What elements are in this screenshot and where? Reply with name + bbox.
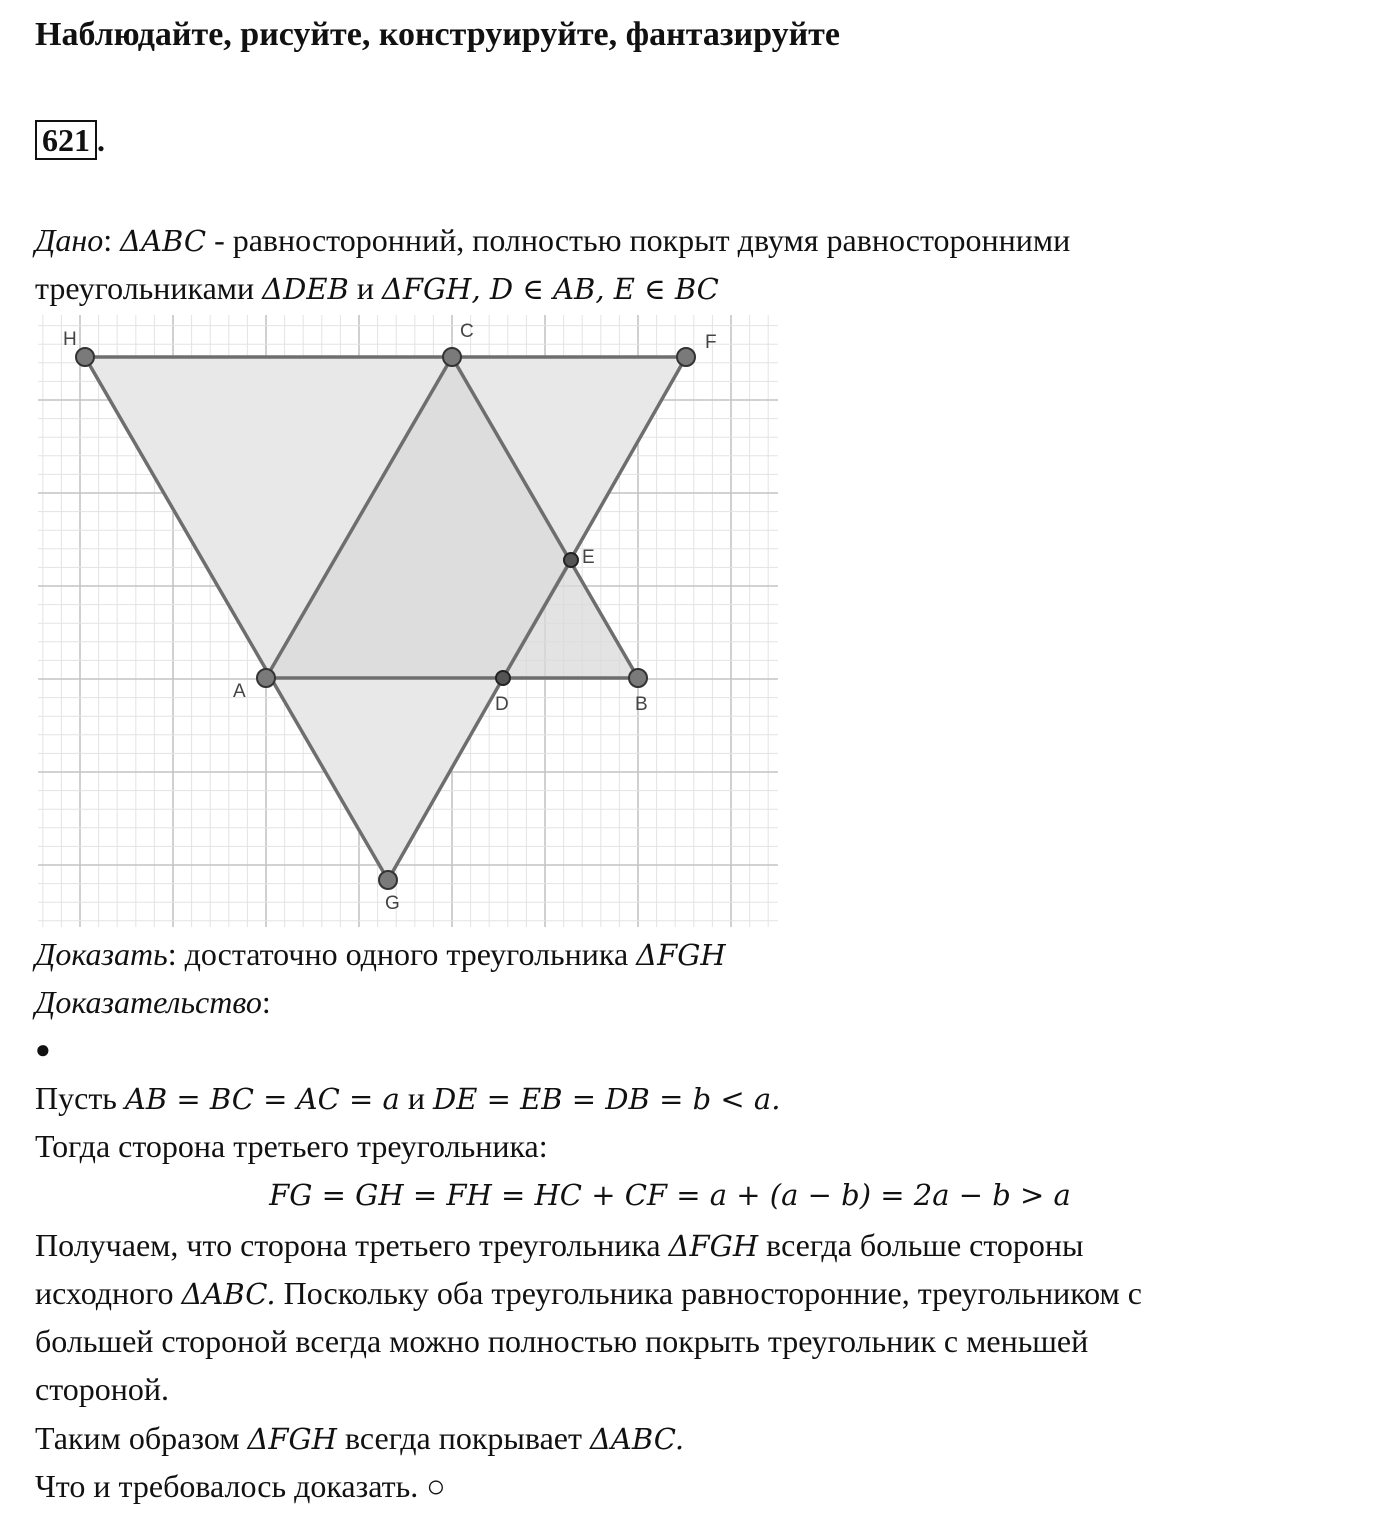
point-a [257, 669, 275, 687]
point-f [677, 348, 695, 366]
point-e [564, 553, 578, 567]
proof-line-4: Получаем, что сторона третьего треугольника ΔFGH всегда больше стороны [35, 1227, 1084, 1263]
page-heading: Наблюдайте, рисуйте, конструируйте, фантазируйте [35, 16, 840, 53]
point-g [379, 871, 397, 889]
proof-bullet: ● [35, 1035, 51, 1064]
proof-line-6: большей стороной всегда можно полностью покрыть треугольник с меньшей [35, 1323, 1089, 1359]
proof-line-5: исходного ΔABC. Поскольку оба треугольника равносторонние, треугольником с [35, 1275, 1142, 1311]
label-b: B [635, 694, 648, 715]
proof-line-7: стороной. [35, 1371, 170, 1407]
proof-line-2: Тогда сторона третьего треугольника: [35, 1128, 548, 1164]
proof-line-9: Что и требовалось доказать. ○ [35, 1468, 446, 1504]
label-a: A [233, 681, 246, 702]
given-line-2: треугольниками ΔDEB и ΔFGH, D ∈ AB, E ∈ BC [35, 270, 719, 306]
label-d: D [495, 694, 509, 715]
task-number-box: 621 [35, 120, 97, 160]
given-triangle-abc: ΔABC [120, 224, 207, 258]
point-d [496, 671, 510, 685]
proof-formula: FG = GH = FH = HC + CF = a + (a − b) = 2a − b > a [269, 1178, 1071, 1212]
label-e: E [582, 547, 595, 568]
point-h [76, 348, 94, 366]
given-line-1: Дано: ΔABC - равносторонний, полностью покрыт двумя равносторонними [35, 222, 1071, 258]
prove-line: Доказать: достаточно одного треугольника ΔFGH [35, 936, 726, 972]
geometry-figure [38, 315, 778, 927]
label-c: C [460, 321, 474, 342]
label-h: H [63, 329, 77, 350]
proof-line-8: Таким образом ΔFGH всегда покрывает ΔABC. [35, 1420, 685, 1456]
proof-line-1: Пусть AB = BC = AC = a и DE = EB = DB = b < a. [35, 1080, 781, 1116]
label-g: G [385, 893, 400, 914]
proof-heading: Доказательство: [35, 984, 271, 1020]
point-b [629, 669, 647, 687]
prove-label: Доказать [35, 936, 168, 972]
point-c [443, 348, 461, 366]
given-label: Дано [35, 222, 104, 258]
label-f: F [705, 332, 717, 353]
task-number: 621 . [35, 120, 105, 160]
